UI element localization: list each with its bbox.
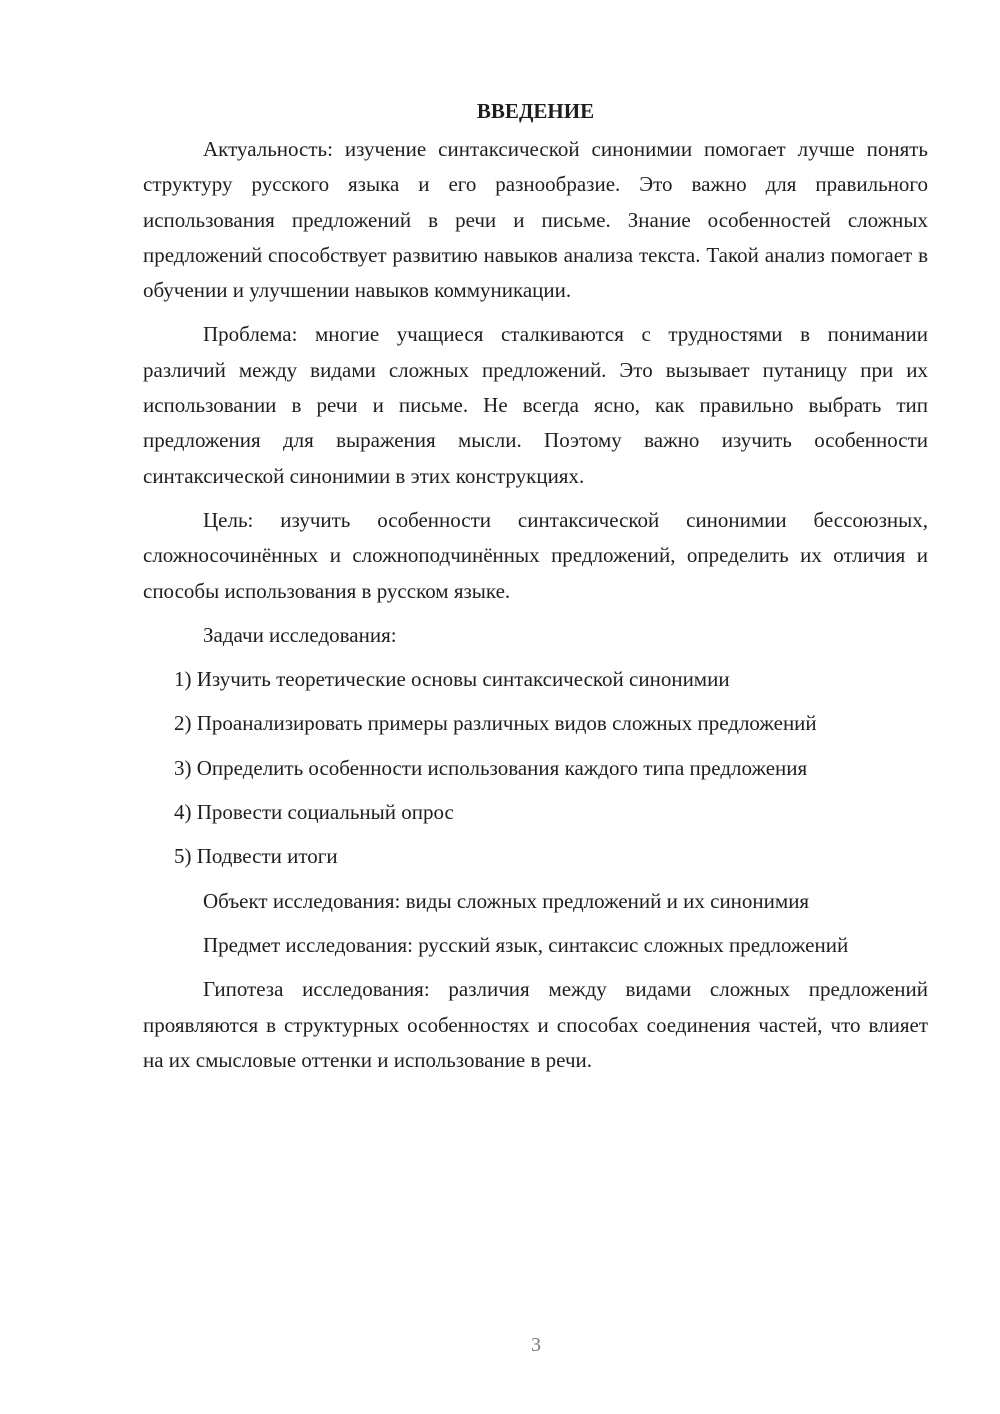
task-item-5: 5) Подвести итоги (174, 844, 338, 869)
page-number: 3 (531, 1334, 541, 1356)
document-page (143, 96, 928, 1087)
hypothesis-paragraph: Гипотеза исследования: различия между видами сложных предложений проявляются в структурных особенностях и способах соединения частей, что влияет на их смысловые оттенки и использование в речи. (143, 977, 928, 1072)
object-paragraph: Объект исследования: виды сложных предложений и их синонимия (203, 888, 810, 913)
tasks-heading: Задачи исследования: (203, 622, 397, 647)
task-item-4: 4) Провести социальный опрос (174, 800, 454, 825)
relevance-paragraph: Актуальность: изучение синтаксической синонимии помогает лучше понять структуру русского языка и его разнообразие. Это важно для правильного использования предложений в речи и письме. Знание особенностей сложных предложений способствует развитию навыков анализа текста. Такой анализ помогает в обучении и улучшении навыков коммуникации. (143, 137, 928, 303)
task-item-2: 2) Проанализировать примеры различных видов сложных предложений (174, 711, 817, 736)
subject-paragraph: Предмет исследования: русский язык, синтаксис сложных предложений (203, 932, 849, 957)
task-item-1: 1) Изучить теоретические основы синтаксической синонимии (174, 667, 730, 692)
page-title: ВВЕДЕНИЕ (476, 99, 595, 123)
task-item-3: 3) Определить особенности использования каждого типа предложения (174, 755, 808, 780)
goal-paragraph: Цель: изучить особенности синтаксической синонимии бессоюзных, сложносочинённых и сложноподчинённых предложений, определить их отличия и способы использования в русском языке. (143, 507, 928, 603)
problem-paragraph: Проблема: многие учащиеся сталкиваются с трудностями в понимании различий между видами сложных предложений. Это вызывает путаницу при их использовании в речи и письме. Не всегда ясно, как правильно выбрать тип предложения для выражения мысли. Поэтому важно изучить особенности синтаксической синонимии в этих конструкциях. (143, 322, 928, 488)
